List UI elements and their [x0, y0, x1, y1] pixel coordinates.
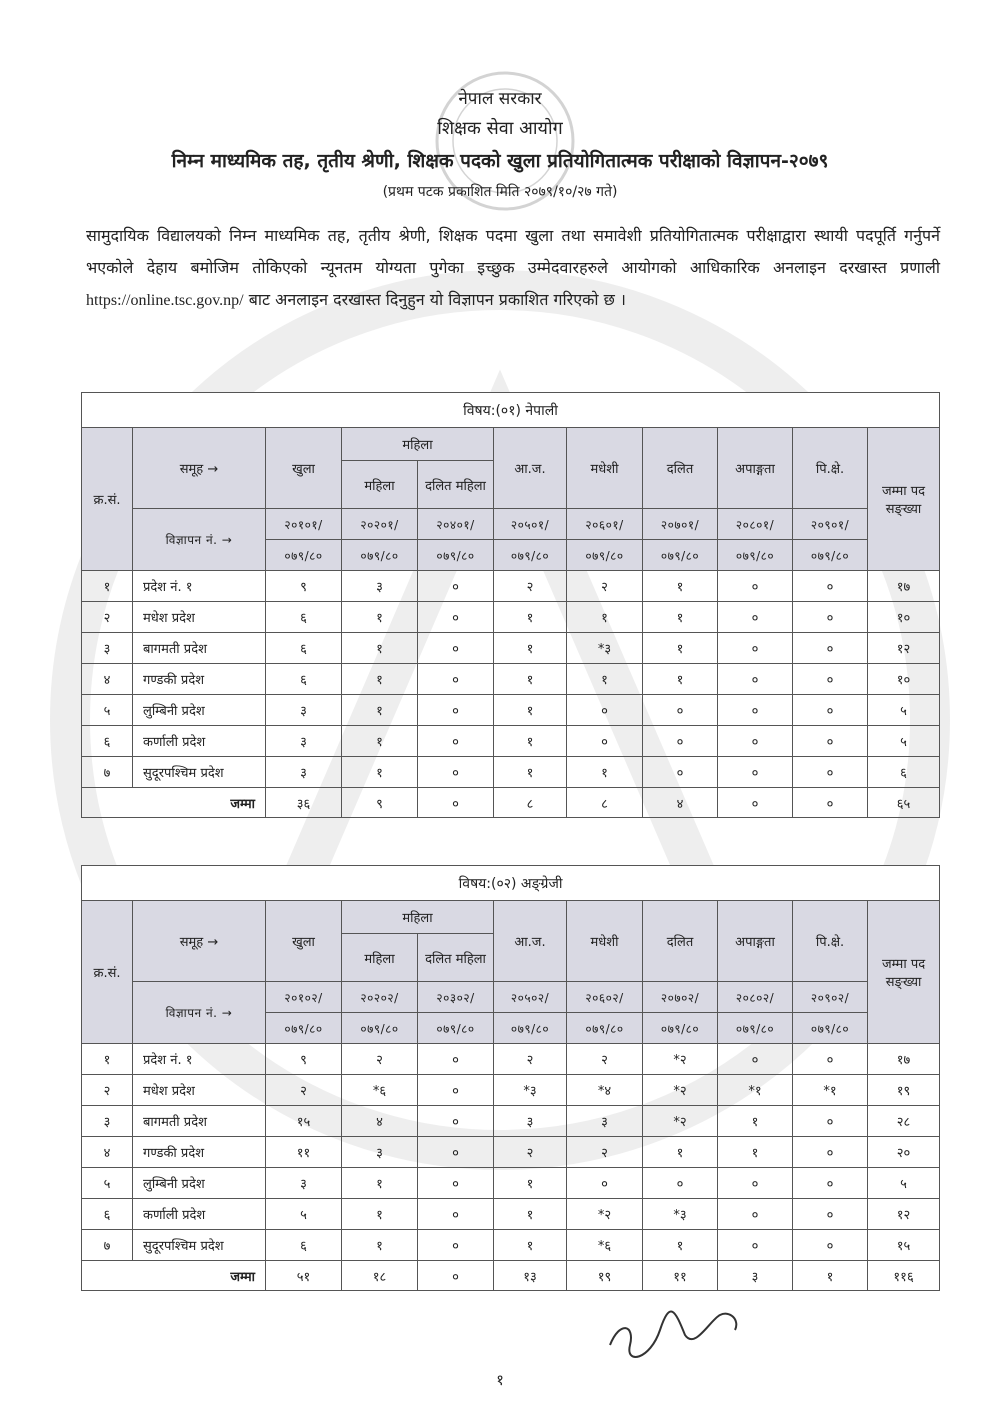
header-women: महिला — [342, 934, 418, 982]
row-value: २ — [494, 1044, 567, 1075]
row-province: प्रदेश नं. १ — [133, 1044, 266, 1075]
row-value: *२ — [643, 1106, 718, 1137]
row-sn: ७ — [82, 1230, 133, 1261]
header-women-group: महिला — [342, 901, 494, 934]
row-value: २ — [567, 1044, 643, 1075]
row-value: ५ — [868, 695, 940, 726]
row-value: १ — [342, 1230, 418, 1261]
row-value: ६ — [266, 602, 342, 633]
total-cell: ६५ — [868, 788, 940, 818]
header-total-posts: जम्मा पद सङ्ख्या — [868, 901, 940, 1044]
header-group: समूह → — [133, 901, 266, 982]
total-cell: ३६ — [266, 788, 342, 818]
row-value: १ — [718, 1106, 793, 1137]
row-value: ० — [643, 695, 718, 726]
row-province: कर्णाली प्रदेश — [133, 1199, 266, 1230]
row-value: ० — [418, 695, 494, 726]
vacancy-table-english — [81, 865, 940, 1291]
header-sn: क्र.सं. — [82, 901, 133, 1044]
row-value: १२ — [868, 1199, 940, 1230]
row-province: कर्णाली प्रदेश — [133, 726, 266, 757]
row-value: ० — [418, 602, 494, 633]
row-value: ३ — [494, 1106, 567, 1137]
row-province: बागमती प्रदेश — [133, 633, 266, 664]
header-madhesi: मधेशी — [567, 428, 643, 509]
row-value: १ — [494, 602, 567, 633]
fiscal-year: ०७९/८० — [793, 540, 868, 571]
table-body — [82, 1044, 940, 1261]
row-value: २ — [567, 1137, 643, 1168]
total-label: जम्मा — [82, 788, 266, 818]
header-backward: पि.क्षे. — [793, 428, 868, 509]
adv-code: २०७०२/ — [643, 982, 718, 1013]
row-value: ० — [793, 726, 868, 757]
row-value: ० — [793, 602, 868, 633]
header-aaja: आ.ज. — [494, 901, 567, 982]
row-value: ० — [718, 1168, 793, 1199]
total-cell: ० — [418, 788, 494, 818]
row-value: १ — [494, 726, 567, 757]
row-value: १२ — [868, 633, 940, 664]
row-value: ४ — [342, 1106, 418, 1137]
total-cell: ८ — [567, 788, 643, 818]
total-cell: ५१ — [266, 1261, 342, 1291]
row-sn: ४ — [82, 664, 133, 695]
row-value: १ — [342, 757, 418, 788]
fiscal-year: ०७९/८० — [266, 1013, 342, 1044]
table-body — [82, 571, 940, 788]
adv-code: २०९०२/ — [793, 982, 868, 1013]
header-women-group: महिला — [342, 428, 494, 461]
row-province: लुम्बिनी प्रदेश — [133, 695, 266, 726]
row-value: ० — [418, 1075, 494, 1106]
total-cell: ३ — [718, 1261, 793, 1291]
row-value: ० — [793, 1044, 868, 1075]
row-sn: ६ — [82, 726, 133, 757]
total-label: जम्मा — [82, 1261, 266, 1291]
row-value: २ — [494, 571, 567, 602]
total-cell: ११ — [643, 1261, 718, 1291]
row-value: *२ — [567, 1199, 643, 1230]
row-value: ९ — [266, 1044, 342, 1075]
row-value: १ — [494, 695, 567, 726]
total-cell: ४ — [643, 788, 718, 818]
row-value: २ — [567, 571, 643, 602]
row-value: ० — [718, 1044, 793, 1075]
row-value: ३ — [266, 695, 342, 726]
header-madhesi: मधेशी — [567, 901, 643, 982]
row-value: १ — [342, 633, 418, 664]
row-value: १५ — [868, 1230, 940, 1261]
row-province: मधेश प्रदेश — [133, 1075, 266, 1106]
row-value: १ — [494, 1230, 567, 1261]
row-value: ० — [718, 602, 793, 633]
row-value: १ — [342, 664, 418, 695]
table-title: विषय:(०१) नेपाली — [82, 393, 940, 428]
row-province: मधेश प्रदेश — [133, 602, 266, 633]
row-value: ० — [418, 664, 494, 695]
fiscal-year: ०७९/८० — [494, 540, 567, 571]
row-value: ० — [418, 571, 494, 602]
row-sn: १ — [82, 1044, 133, 1075]
row-value: ० — [418, 757, 494, 788]
row-value: १ — [643, 571, 718, 602]
header-aaja: आ.ज. — [494, 428, 567, 509]
row-value: १ — [342, 1168, 418, 1199]
intro-text-before: सामुदायिक विद्यालयको निम्न माध्यमिक तह, तृतीय श्रेणी, शिक्षक पदमा खुला तथा समावेशी प्रतियोगितात्मक परीक्षाद्वारा स्थायी पदपूर्ति गर्नुपर्ने भएकोले देहाय बमोजिम तोकिएको न्यूनतम योग्यता पुगेका इच्छुक उम्मेदवारहरुले आयोगको आधिकारिक अनलाइन दरखास्त प्रणाली — [86, 226, 940, 277]
row-value: *२ — [643, 1075, 718, 1106]
row-value: ० — [418, 1230, 494, 1261]
row-value: २० — [868, 1137, 940, 1168]
row-value: ० — [643, 1168, 718, 1199]
header-group: समूह → — [133, 428, 266, 509]
table-row — [82, 633, 940, 664]
total-row — [82, 788, 940, 818]
total-cell: १९ — [567, 1261, 643, 1291]
table-row — [82, 1230, 940, 1261]
table-row — [82, 1106, 940, 1137]
commission-name: शिक्षक सेवा आयोग — [437, 118, 563, 139]
fiscal-year: ०७९/८० — [342, 1013, 418, 1044]
row-value: १ — [494, 1199, 567, 1230]
government-name: नेपाल सरकार — [458, 89, 542, 109]
row-province: गण्डकी प्रदेश — [133, 1137, 266, 1168]
row-value: ० — [718, 695, 793, 726]
total-row — [82, 1261, 940, 1291]
row-value: ३ — [567, 1106, 643, 1137]
publish-date: (प्रथम पटक प्रकाशित मिति २०७९/१०/२७ गते) — [382, 184, 618, 200]
intro-text-after: बाट अनलाइन दरखास्त दिनुहुन यो विज्ञापन प्रकाशित गरिएको छ । — [248, 290, 626, 309]
intro-paragraph — [86, 220, 940, 317]
row-value: १ — [643, 664, 718, 695]
row-sn: ५ — [82, 695, 133, 726]
row-value: ० — [418, 1199, 494, 1230]
row-province: लुम्बिनी प्रदेश — [133, 1168, 266, 1199]
adv-code: २०६०२/ — [567, 982, 643, 1013]
row-sn: ५ — [82, 1168, 133, 1199]
row-value: १७ — [868, 1044, 940, 1075]
row-value: ० — [418, 1168, 494, 1199]
row-value: १७ — [868, 571, 940, 602]
table-row — [82, 1075, 940, 1106]
header-open: खुला — [266, 901, 342, 982]
row-value: १ — [567, 664, 643, 695]
header-dalit-women: दलित महिला — [418, 461, 494, 509]
row-value: १ — [494, 757, 567, 788]
row-value: १ — [643, 602, 718, 633]
row-value: ० — [418, 726, 494, 757]
fiscal-year: ०७९/८० — [567, 1013, 643, 1044]
row-value: १ — [643, 1230, 718, 1261]
row-value: १ — [342, 602, 418, 633]
row-value: ० — [418, 633, 494, 664]
row-value: ० — [643, 757, 718, 788]
adv-code: २०२०१/ — [342, 509, 418, 540]
row-value: ६ — [266, 1230, 342, 1261]
row-value: १ — [718, 1137, 793, 1168]
total-cell: ८ — [494, 788, 567, 818]
row-value: ० — [793, 1168, 868, 1199]
row-value: ० — [718, 1199, 793, 1230]
table-row — [82, 695, 940, 726]
row-value: ० — [567, 695, 643, 726]
row-value: ० — [418, 1106, 494, 1137]
row-value: ६ — [868, 757, 940, 788]
row-value: ५ — [266, 1199, 342, 1230]
fiscal-year: ०७९/८० — [418, 1013, 494, 1044]
header-dalit: दलित — [643, 901, 718, 982]
row-value: ३ — [266, 1168, 342, 1199]
row-value: ० — [718, 726, 793, 757]
adv-code: २०८०२/ — [718, 982, 793, 1013]
row-value: ० — [643, 726, 718, 757]
header-disabled: अपाङ्गता — [718, 901, 793, 982]
total-cell: १३ — [494, 1261, 567, 1291]
table-title: विषय:(०२) अङ्ग्रेजी — [82, 866, 940, 901]
row-sn: ३ — [82, 633, 133, 664]
adv-code: २०४०१/ — [418, 509, 494, 540]
header-adv-no: विज्ञापन नं. → — [133, 509, 266, 571]
fiscal-year: ०७९/८० — [643, 1013, 718, 1044]
table-row — [82, 602, 940, 633]
adv-code: २०६०१/ — [567, 509, 643, 540]
document-header — [0, 84, 1000, 206]
header-dalit-women: दलित महिला — [418, 934, 494, 982]
row-value: २ — [266, 1075, 342, 1106]
header-open: खुला — [266, 428, 342, 509]
row-value: ० — [793, 571, 868, 602]
fiscal-year: ०७९/८० — [793, 1013, 868, 1044]
fiscal-year: ०७९/८० — [567, 540, 643, 571]
row-value: ० — [793, 1230, 868, 1261]
row-value: ६ — [266, 664, 342, 695]
header-women: महिला — [342, 461, 418, 509]
row-value: *३ — [567, 633, 643, 664]
total-cell: १ — [793, 1261, 868, 1291]
row-sn: ७ — [82, 757, 133, 788]
row-value: ० — [793, 695, 868, 726]
row-value: १ — [342, 1199, 418, 1230]
row-value: ० — [793, 1137, 868, 1168]
row-value: १ — [643, 1137, 718, 1168]
table-row — [82, 726, 940, 757]
row-value: ० — [793, 1106, 868, 1137]
total-cell: ० — [418, 1261, 494, 1291]
row-sn: २ — [82, 602, 133, 633]
fiscal-year: ०७९/८० — [342, 540, 418, 571]
signature — [600, 1290, 750, 1370]
table-row — [82, 1137, 940, 1168]
row-province: बागमती प्रदेश — [133, 1106, 266, 1137]
fiscal-year: ०७९/८० — [418, 540, 494, 571]
row-value: ० — [718, 1230, 793, 1261]
table-row — [82, 757, 940, 788]
fiscal-year: ०७९/८० — [718, 1013, 793, 1044]
header-adv-no: विज्ञापन नं. → — [133, 982, 266, 1044]
row-value: ० — [567, 726, 643, 757]
row-value: १ — [494, 664, 567, 695]
adv-code: २०५०१/ — [494, 509, 567, 540]
application-url-link[interactable]: https://online.tsc.gov.np/ — [86, 292, 244, 309]
row-value: *६ — [567, 1230, 643, 1261]
page-number: १ — [496, 1371, 504, 1389]
row-value: ० — [793, 633, 868, 664]
total-cell: १८ — [342, 1261, 418, 1291]
row-value: *३ — [494, 1075, 567, 1106]
row-value: ० — [793, 1199, 868, 1230]
total-cell: ० — [793, 788, 868, 818]
row-value: ० — [418, 1137, 494, 1168]
row-sn: ६ — [82, 1199, 133, 1230]
row-value: १५ — [266, 1106, 342, 1137]
adv-code: २०८०१/ — [718, 509, 793, 540]
header-disabled: अपाङ्गता — [718, 428, 793, 509]
total-cell: ११६ — [868, 1261, 940, 1291]
row-sn: १ — [82, 571, 133, 602]
fiscal-year: ०७९/८० — [266, 540, 342, 571]
row-value: १९ — [868, 1075, 940, 1106]
row-value: २ — [342, 1044, 418, 1075]
table-row — [82, 1199, 940, 1230]
adv-code: २०३०२/ — [418, 982, 494, 1013]
fiscal-year: ०७९/८० — [643, 540, 718, 571]
row-sn: २ — [82, 1075, 133, 1106]
row-value: ० — [793, 757, 868, 788]
row-value: *२ — [643, 1044, 718, 1075]
fiscal-year: ०७९/८० — [494, 1013, 567, 1044]
adv-code: २०७०१/ — [643, 509, 718, 540]
advertisement-title: निम्न माध्यमिक तह, तृतीय श्रेणी, शिक्षक पदको खुला प्रतियोगितात्मक परीक्षाको विज्ञापन-२०७९ — [171, 150, 829, 172]
table-row — [82, 1168, 940, 1199]
row-value: ३ — [266, 726, 342, 757]
row-province: सुदूरपश्चिम प्रदेश — [133, 1230, 266, 1261]
row-value: ३ — [266, 757, 342, 788]
header-dalit: दलित — [643, 428, 718, 509]
row-value: १० — [868, 602, 940, 633]
row-value: १ — [643, 633, 718, 664]
row-value: ० — [718, 571, 793, 602]
vacancy-table-nepali — [81, 392, 940, 818]
row-value: ० — [718, 757, 793, 788]
row-value: १ — [494, 1168, 567, 1199]
header-total-posts: जम्मा पद सङ्ख्या — [868, 428, 940, 571]
total-cell: ९ — [342, 788, 418, 818]
row-sn: ३ — [82, 1106, 133, 1137]
row-value: ५ — [868, 726, 940, 757]
row-province: गण्डकी प्रदेश — [133, 664, 266, 695]
row-value: १ — [494, 633, 567, 664]
row-value: ९ — [266, 571, 342, 602]
table-row — [82, 571, 940, 602]
adv-code: २०१०१/ — [266, 509, 342, 540]
row-value: ० — [793, 664, 868, 695]
row-value: *१ — [793, 1075, 868, 1106]
row-value: ५ — [868, 1168, 940, 1199]
table-row — [82, 1044, 940, 1075]
row-value: ० — [718, 633, 793, 664]
row-province: प्रदेश नं. १ — [133, 571, 266, 602]
row-value: ११ — [266, 1137, 342, 1168]
row-value: १ — [567, 757, 643, 788]
row-value: *६ — [342, 1075, 418, 1106]
total-cell: ० — [718, 788, 793, 818]
row-value: *४ — [567, 1075, 643, 1106]
adv-code: २०९०१/ — [793, 509, 868, 540]
row-value: १ — [342, 695, 418, 726]
row-province: सुदूरपश्चिम प्रदेश — [133, 757, 266, 788]
row-value: २८ — [868, 1106, 940, 1137]
row-value: ० — [718, 664, 793, 695]
adv-code: २०२०२/ — [342, 982, 418, 1013]
row-value: *१ — [718, 1075, 793, 1106]
row-value: १ — [567, 602, 643, 633]
header-sn: क्र.सं. — [82, 428, 133, 571]
row-value: ३ — [342, 571, 418, 602]
adv-code: २०१०२/ — [266, 982, 342, 1013]
row-value: *३ — [643, 1199, 718, 1230]
table-row — [82, 664, 940, 695]
row-value: १ — [342, 726, 418, 757]
row-value: ० — [567, 1168, 643, 1199]
fiscal-year: ०७९/८० — [718, 540, 793, 571]
row-value: ६ — [266, 633, 342, 664]
row-value: २ — [494, 1137, 567, 1168]
adv-code: २०५०२/ — [494, 982, 567, 1013]
row-value: १० — [868, 664, 940, 695]
row-value: ० — [418, 1044, 494, 1075]
row-value: ३ — [342, 1137, 418, 1168]
row-sn: ४ — [82, 1137, 133, 1168]
header-backward: पि.क्षे. — [793, 901, 868, 982]
